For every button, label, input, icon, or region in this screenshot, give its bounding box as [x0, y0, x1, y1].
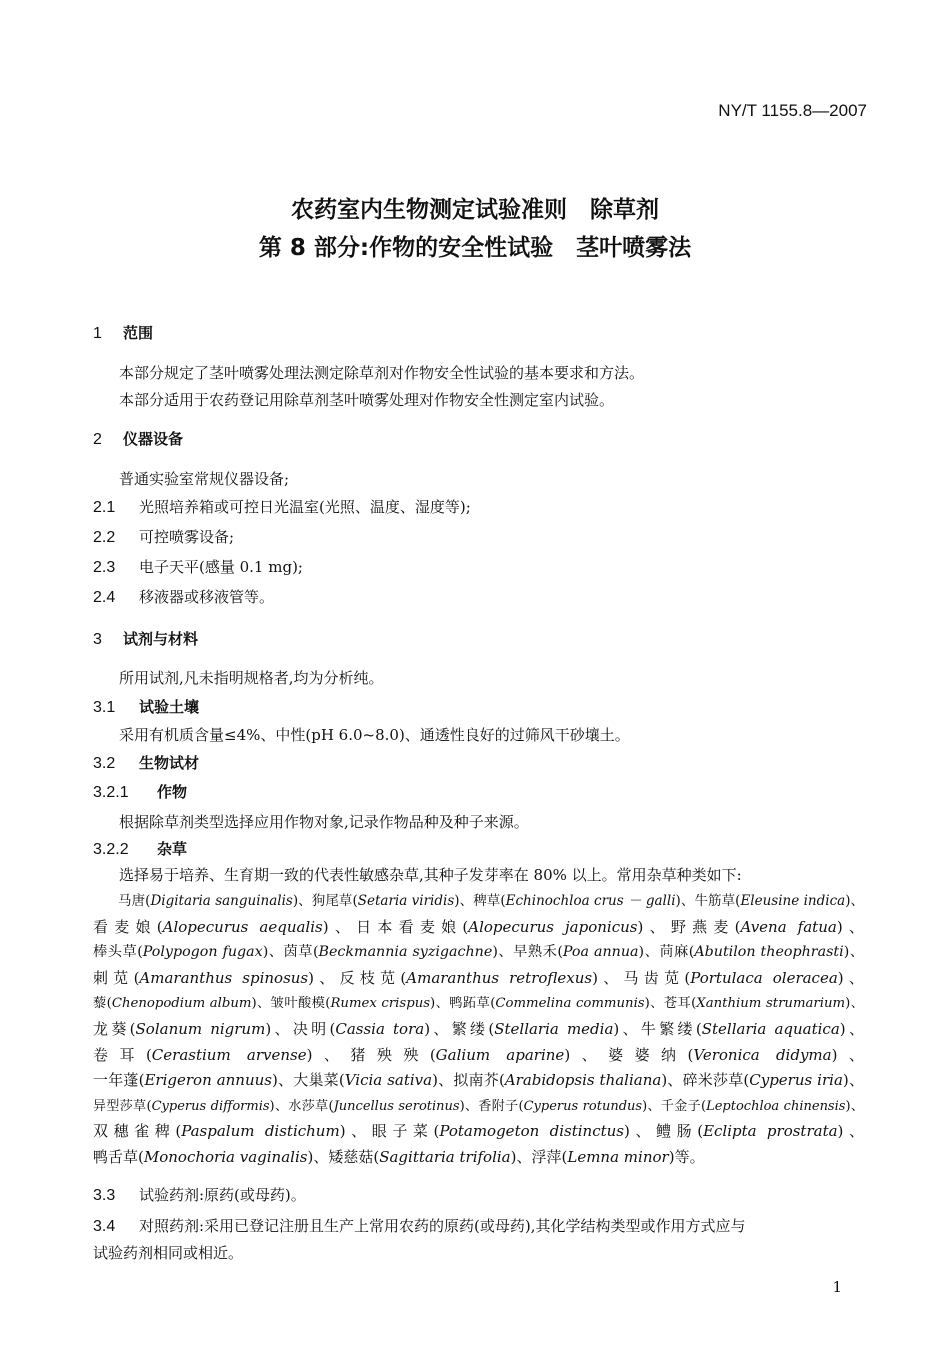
- weed-item: 棒头草(Polypogon fugax): [93, 944, 269, 961]
- weed-chinese-name: 异型莎草: [93, 1098, 147, 1114]
- weed-chinese-name: 稗草: [473, 893, 501, 909]
- weed-item: 稗草(Echinochloa crus － galli): [473, 893, 681, 909]
- weed-chinese-name: 茵草: [283, 944, 313, 961]
- weed-item: 看麦娘(Alopecurus aequalis): [93, 917, 329, 936]
- weed-item: 决明(Cassia tora): [292, 1019, 431, 1038]
- weed-latin-name: Juncellus serotinus: [333, 1098, 460, 1114]
- weed-latin-name: Vicia sativa: [344, 1071, 433, 1090]
- weed-list-line: 藜(Chenopodium album)、皱叶酸模(Rumex crispus)、鸭跖草(Commelina communis)、苍耳(Xanthium strumarium)、: [93, 996, 864, 1012]
- weed-latin-name: Stellaria aquatica: [701, 1019, 840, 1038]
- weed-chinese-name: 鳢肠: [656, 1122, 698, 1141]
- clause-3-2-2-intro: 选择易于培养、生育期一致的代表性敏感杂草,其种子发芽率在 80% 以上。常用杂草种类如下:: [119, 866, 742, 884]
- weed-item: 牛筋草(Eleusine indica): [694, 893, 851, 909]
- clause-3-2-heading: [93, 752, 199, 773]
- page-number: 1: [832, 1278, 842, 1296]
- weed-latin-name: Lemna minor: [567, 1147, 669, 1166]
- weed-item: 碎米莎草(Cyperus iria): [682, 1071, 849, 1090]
- weed-chinese-name: 刺苋: [93, 968, 134, 987]
- standard-number: NY/T 1155.8—2007: [718, 101, 867, 120]
- clause-2-1: [93, 496, 471, 517]
- weed-item: 马唐(Digitaria sanguinalis): [118, 893, 299, 909]
- weed-latin-name: Abutilon theophrasti: [694, 944, 844, 961]
- weed-chinese-name: 香附子: [478, 1098, 519, 1114]
- weed-item: 日本看麦娘(Alopecurus japonicus): [356, 917, 644, 936]
- weed-list-line: 鸭舌草(Monochoria vaginalis)、矮慈菇(Sagittaria trifolia)、浮萍(Lemna minor)等。: [93, 1147, 705, 1166]
- weed-latin-name: Erigeron annuus: [144, 1071, 272, 1090]
- weed-latin-name: Paspalum distichum: [181, 1122, 340, 1141]
- clause-2-2: [93, 526, 234, 547]
- clause-number: 2.2: [93, 529, 116, 546]
- weed-item: 大巢菜(Vicia sativa): [293, 1071, 438, 1090]
- weed-item: 反枝苋(Amaranthus retroflexus): [339, 968, 598, 987]
- weed-chinese-name: 碎米莎草: [682, 1071, 744, 1090]
- weed-item: 茵草(Beckmannia syzigachne): [283, 944, 498, 961]
- weed-latin-name: Digitaria sanguinalis: [150, 893, 293, 909]
- weed-list-line: 一年蓬(Erigeron annuus)、大巢菜(Vicia sativa)、拟南芥(Arabidopsis thaliana)、碎米莎草(Cyperus iria)、: [93, 1071, 864, 1090]
- clause-title: 杂草: [157, 840, 188, 858]
- weed-item: 鸭跖草(Commelina communis): [449, 996, 650, 1012]
- weed-latin-name: Eclipta prostrata: [703, 1122, 838, 1141]
- weed-item: 龙葵(Solanum nigrum): [93, 1019, 272, 1038]
- weed-latin-name: Xanthium strumarium: [696, 996, 846, 1012]
- weed-item: 牛繁缕(Stellaria aquatica): [640, 1019, 846, 1038]
- weed-chinese-name: 龙葵: [93, 1019, 130, 1038]
- section-number: 1: [93, 325, 102, 342]
- weed-chinese-name: 拟南芥: [453, 1071, 499, 1090]
- weed-chinese-name: 卷耳: [93, 1045, 146, 1064]
- weed-latin-name: Echinochloa crus － galli: [505, 893, 676, 909]
- weed-chinese-name: 狗尾草: [311, 893, 353, 909]
- weed-latin-name: Avena fatua: [740, 917, 837, 936]
- clause-3-4-line-1: [93, 1215, 746, 1236]
- weed-chinese-name: 鸭舌草: [93, 1147, 139, 1166]
- weed-latin-name: Solanum nigrum: [135, 1019, 266, 1038]
- clause-3-1-heading: [93, 696, 199, 717]
- weed-item: 眼子菜(Potamogeton distinctus): [371, 1122, 630, 1141]
- weed-item: 野燕麦(Avena fatua): [670, 917, 843, 936]
- document-title-line-2: 第 8 部分:作物的安全性试验 茎叶喷雾法: [258, 235, 692, 261]
- clause-title: 生物试材: [139, 754, 200, 772]
- weed-chinese-name: 马唐: [118, 893, 146, 909]
- weed-item: 早熟禾(Poa annua): [513, 944, 645, 961]
- weed-item: 拟南芥(Arabidopsis thaliana): [453, 1071, 668, 1090]
- weed-latin-name: Eleusine indica: [740, 893, 846, 909]
- weed-latin-name: Amaranthus spinosus: [139, 968, 309, 987]
- weed-latin-name: Arabidopsis thaliana: [504, 1071, 662, 1090]
- weed-item: 马齿苋(Portulaca oleracea): [623, 968, 844, 987]
- clause-text: 电子天平(感量 0.1 mg);: [139, 558, 303, 576]
- weed-latin-name: Cerastium arvense: [151, 1045, 307, 1064]
- weed-latin-name: Rumex crispus: [330, 996, 431, 1012]
- weed-item: 千金子(Leptochloa chinensis): [660, 1098, 851, 1114]
- weed-item: 刺苋(Amaranthus spinosus): [93, 968, 314, 987]
- weed-list-line: 刺苋(Amaranthus spinosus)、反枝苋(Amaranthus retroflexus)、马齿苋(Portulaca oleracea)、: [93, 968, 864, 987]
- weed-latin-name: Potamogeton distinctus: [439, 1122, 624, 1141]
- weed-list-line: 双穗雀稗(Paspalum distichum)、眼子菜(Potamogeton distinctus)、鳢肠(Eclipta prostrata)、: [93, 1122, 864, 1141]
- weed-list-line: 马唐(Digitaria sanguinalis)、狗尾草(Setaria viridis)、稗草(Echinochloa crus － galli)、牛筋草(Eleusine indica)、: [118, 893, 865, 909]
- clause-3-2-1-heading: [93, 781, 187, 802]
- weed-item: 浮萍(Lemna minor): [531, 1147, 675, 1166]
- section-title: 仪器设备: [123, 430, 184, 448]
- weed-item: 鸭舌草(Monochoria vaginalis): [93, 1147, 314, 1166]
- clause-number: 2.4: [93, 589, 116, 606]
- clause-text: 试验药剂:原药(或母药)。: [139, 1186, 306, 1204]
- weed-chinese-name: 野燕麦: [670, 917, 735, 936]
- weed-species-list: [93, 889, 864, 1171]
- weed-latin-name: Alopecurus aequalis: [162, 917, 323, 936]
- weed-chinese-name: 早熟禾: [513, 944, 558, 961]
- clause-number: 3.2: [93, 755, 116, 772]
- weed-item: 狗尾草(Setaria viridis): [311, 893, 460, 909]
- weed-item: 苍耳(Xanthium strumarium): [663, 996, 851, 1012]
- section-1-paragraph-1: 本部分规定了茎叶喷雾处理法测定除草剂对作物安全性试验的基本要求和方法。: [119, 364, 645, 382]
- weed-chinese-name: 眼子菜: [371, 1122, 434, 1141]
- section-2-intro: 普通实验室常规仪器设备;: [119, 470, 290, 488]
- section-number: 2: [93, 431, 102, 448]
- weed-list-suffix: 等。: [674, 1147, 705, 1166]
- weed-item: 皱叶酸模(Rumex crispus): [270, 996, 436, 1012]
- clause-2-3: [93, 556, 303, 577]
- weed-latin-name: Beckmannia syzigachne: [318, 944, 493, 961]
- weed-chinese-name: 日本看麦娘: [356, 917, 463, 936]
- clause-number: 3.2.2: [93, 841, 129, 858]
- section-title: 范围: [123, 324, 154, 342]
- weed-chinese-name: 反枝苋: [339, 968, 401, 987]
- clause-3-1-text: 采用有机质含量≤4%、中性(pH 6.0~8.0)、通透性良好的过筛风干砂壤土。: [119, 726, 630, 744]
- weed-chinese-name: 双穗雀稗: [93, 1122, 176, 1141]
- clause-number: 3.4: [93, 1218, 116, 1235]
- clause-3-2-1-text: 根据除草剂类型选择应用作物对象,记录作物品种及种子来源。: [119, 813, 529, 831]
- clause-number: 2.1: [93, 499, 116, 516]
- weed-list-line: 龙葵(Solanum nigrum)、决明(Cassia tora)、繁缕(Stellaria media)、牛繁缕(Stellaria aquatica)、: [93, 1019, 864, 1038]
- weed-latin-name: Galium aparine: [435, 1045, 565, 1064]
- weed-latin-name: Cassia tora: [335, 1019, 425, 1038]
- clause-text: 光照培养箱或可控日光温室(光照、温度、湿度等);: [139, 498, 471, 516]
- weed-latin-name: Stellaria media: [494, 1019, 614, 1038]
- weed-latin-name: Cyperus difformis: [151, 1098, 270, 1114]
- clause-2-4: [93, 586, 274, 607]
- weed-chinese-name: 浮萍: [531, 1147, 562, 1166]
- clause-number: 3.2.1: [93, 784, 129, 801]
- weed-chinese-name: 马齿苋: [623, 968, 685, 987]
- weed-list-line: 异型莎草(Cyperus difformis)、水莎草(Juncellus serotinus)、香附子(Cyperus rotundus)、千金子(Leptochloa chinensis)、: [93, 1098, 864, 1114]
- weed-item: 水莎草(Juncellus serotinus): [288, 1098, 465, 1114]
- clause-number: 2.3: [93, 559, 116, 576]
- weed-chinese-name: 藜: [93, 996, 107, 1012]
- weed-chinese-name: 水莎草: [288, 1098, 329, 1114]
- weed-chinese-name: 牛繁缕: [640, 1019, 696, 1038]
- clause-3-2-2-heading: [93, 838, 187, 859]
- weed-chinese-name: 皱叶酸模: [270, 996, 326, 1012]
- weed-item: 卷耳(Cerastium arvense): [93, 1045, 313, 1064]
- clause-3-3: [93, 1184, 306, 1205]
- weed-item: 矮慈菇(Sagittaria trifolia): [328, 1147, 517, 1166]
- weed-chinese-name: 看麦娘: [93, 917, 157, 936]
- weed-chinese-name: 千金子: [660, 1098, 702, 1114]
- weed-latin-name: Commelina communis: [495, 996, 645, 1012]
- weed-chinese-name: 一年蓬: [93, 1071, 139, 1090]
- section-3-intro: 所用试剂,凡未指明规格者,均为分析纯。: [119, 669, 384, 687]
- clause-number: 3.1: [93, 699, 116, 716]
- document-title-line-1: 农药室内生物测定试验准则 除草剂: [291, 197, 659, 223]
- weed-chinese-name: 苘麻: [659, 944, 689, 961]
- weed-chinese-name: 繁缕: [451, 1019, 489, 1038]
- weed-list-line: 棒头草(Polypogon fugax)、茵草(Beckmannia syzigachne)、早熟禾(Poa annua)、苘麻(Abutilon theophrasti)、: [93, 944, 864, 961]
- weed-item: 婆婆纳(Veronica didyma): [608, 1045, 838, 1064]
- section-1-paragraph-2: 本部分适用于农药登记用除草剂茎叶喷雾处理对作物安全性测定室内试验。: [119, 391, 615, 409]
- weed-latin-name: Amaranthus retroflexus: [406, 968, 593, 987]
- weed-latin-name: Polypogon fugax: [142, 944, 263, 961]
- weed-chinese-name: 棒头草: [93, 944, 138, 961]
- weed-item: 香附子(Cyperus rotundus): [478, 1098, 648, 1114]
- weed-latin-name: Cyperus rotundus: [523, 1098, 643, 1114]
- weed-chinese-name: 婆婆纳: [608, 1045, 688, 1064]
- weed-chinese-name: 鸭跖草: [449, 996, 491, 1012]
- weed-item: 一年蓬(Erigeron annuus): [93, 1071, 278, 1090]
- section-3-heading: [93, 628, 198, 649]
- section-number: 3: [93, 631, 102, 648]
- weed-latin-name: Alopecurus japonicus: [468, 917, 638, 936]
- clause-3-4-line-2: 试验药剂相同或相近。: [93, 1244, 244, 1262]
- section-title: 试剂与材料: [123, 630, 199, 648]
- weed-item: 双穗雀稗(Paspalum distichum): [93, 1122, 346, 1141]
- weed-item: 猪殃殃(Galium aparine): [350, 1045, 571, 1064]
- weed-latin-name: Poa annua: [562, 944, 639, 961]
- clause-text: 移液器或移液管等。: [139, 588, 275, 606]
- weed-latin-name: Setaria viridis: [357, 893, 455, 909]
- weed-latin-name: Portulaca oleracea: [690, 968, 838, 987]
- clause-text: 可控喷雾设备;: [139, 528, 235, 546]
- weed-latin-name: Leptochloa chinensis: [706, 1098, 846, 1114]
- weed-latin-name: Sagittaria trifolia: [379, 1147, 511, 1166]
- weed-latin-name: Chenopodium album: [111, 996, 252, 1012]
- weed-latin-name: Veronica didyma: [693, 1045, 832, 1064]
- weed-chinese-name: 牛筋草: [694, 893, 736, 909]
- weed-list-line: 看麦娘(Alopecurus aequalis)、日本看麦娘(Alopecurus japonicus)、野燕麦(Avena fatua)、: [93, 917, 864, 936]
- clause-title: 试验土壤: [139, 698, 200, 716]
- weed-item: 异型莎草(Cyperus difformis): [93, 1098, 275, 1114]
- weed-chinese-name: 矮慈菇: [328, 1147, 374, 1166]
- weed-item: 苘麻(Abutilon theophrasti): [659, 944, 850, 961]
- weed-item: 繁缕(Stellaria media): [451, 1019, 620, 1038]
- clause-text: 对照药剂:采用已登记注册且生产上常用农药的原药(或母药),其化学结构类型或作用方式应与: [139, 1217, 746, 1235]
- weed-chinese-name: 大巢菜: [293, 1071, 339, 1090]
- weed-list-line: 卷耳(Cerastium arvense)、猪殃殃(Galium aparine)、婆婆纳(Veronica didyma)、: [93, 1045, 864, 1064]
- clause-title: 作物: [157, 783, 188, 801]
- weed-chinese-name: 决明: [292, 1019, 330, 1038]
- weed-item: 藜(Chenopodium album): [93, 996, 257, 1012]
- weed-latin-name: Cyperus iria: [749, 1071, 843, 1090]
- weed-latin-name: Monochoria vaginalis: [143, 1147, 308, 1166]
- weed-chinese-name: 苍耳: [663, 996, 692, 1012]
- section-2-heading: [93, 428, 183, 449]
- section-1-heading: [93, 322, 153, 343]
- weed-chinese-name: 猪殃殃: [350, 1045, 430, 1064]
- clause-number: 3.3: [93, 1187, 116, 1204]
- weed-item: 鳢肠(Eclipta prostrata): [656, 1122, 844, 1141]
